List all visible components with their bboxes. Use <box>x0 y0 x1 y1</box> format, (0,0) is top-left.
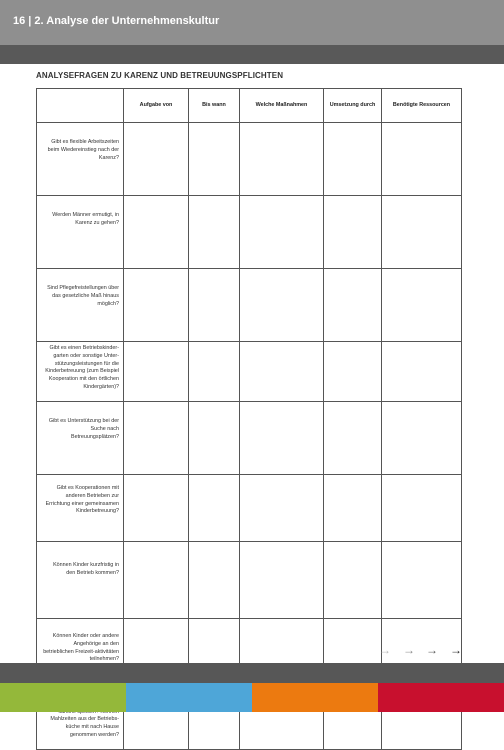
table-row <box>37 269 462 342</box>
answer-cell[interactable] <box>382 402 462 475</box>
answer-cell[interactable] <box>240 542 324 619</box>
answer-cell[interactable] <box>382 342 462 402</box>
answer-cell[interactable] <box>189 542 240 619</box>
column-header-umsetzung: Umsetzung durch <box>324 89 382 123</box>
answer-cell[interactable] <box>382 542 462 619</box>
answer-cell[interactable] <box>324 542 382 619</box>
footer-stripe-green <box>0 683 126 712</box>
table-row <box>37 542 462 619</box>
answer-cell[interactable] <box>240 123 324 196</box>
answer-cell[interactable] <box>189 269 240 342</box>
footer-stripe-blue <box>126 683 252 712</box>
answer-cell[interactable] <box>240 475 324 542</box>
column-header-aufgabe-von: Aufgabe von <box>124 89 189 123</box>
answer-cell[interactable] <box>124 123 189 196</box>
answer-cell[interactable] <box>189 196 240 269</box>
question-cell: Gibt es flexible Arbeitszeiten beim Wiedereinstieg nach der Karenz? <box>37 123 124 196</box>
table-row <box>37 475 462 542</box>
column-header-ressourcen: Benötigte Ressourcen <box>382 89 462 123</box>
column-header-massnahmen: Welche Maßnahmen <box>240 89 324 123</box>
answer-cell[interactable] <box>324 342 382 402</box>
answer-cell[interactable] <box>324 269 382 342</box>
header-bar <box>0 0 504 45</box>
section-title: ANALYSEFRAGEN ZU KARENZ UND BETREUUNGSPFLICHTEN <box>36 71 284 80</box>
arrow-right-icon[interactable]: → <box>379 643 391 657</box>
answer-cell[interactable] <box>240 402 324 475</box>
question-cell: Mahlzeiten aus der Betriebs-küche mit nach Hause genommen werden? <box>37 690 124 750</box>
column-header-question <box>37 89 124 123</box>
answer-cell[interactable] <box>382 123 462 196</box>
answer-cell[interactable] <box>240 269 324 342</box>
footer-color-stripes <box>0 683 504 712</box>
question-cell: Sind Pflegefreistellungen über das gesetzliche Maß hinaus möglich? <box>37 269 124 342</box>
question-cell: Können Kinder kurzfristig in den Betrieb kommen? <box>37 542 124 619</box>
answer-cell[interactable] <box>124 542 189 619</box>
answer-cell[interactable] <box>324 475 382 542</box>
table-header-row <box>37 89 462 123</box>
answer-cell[interactable] <box>189 123 240 196</box>
answer-cell[interactable] <box>324 196 382 269</box>
arrow-right-icon[interactable]: → <box>403 643 415 657</box>
footer-stripe-orange <box>252 683 378 712</box>
header-band <box>0 45 504 64</box>
question-cell: Gibt es Unterstützung bei der Suche nach Betreuungsplätzen? <box>37 402 124 475</box>
answer-cell[interactable] <box>382 196 462 269</box>
table-row <box>37 402 462 475</box>
answer-cell[interactable] <box>124 269 189 342</box>
answer-cell[interactable] <box>124 402 189 475</box>
question-cell: Werden Männer ermutigt, in Karenz zu gehen? <box>37 196 124 269</box>
arrow-right-icon[interactable]: → <box>450 643 462 657</box>
question-cell: Können Kinder oder andere Angehörige an den betrieblichen Freizeit-aktivitäten teilnehmen? <box>37 619 124 690</box>
answer-cell[interactable] <box>124 342 189 402</box>
column-header-bis-wann: Bis wann <box>189 89 240 123</box>
answer-cell[interactable] <box>189 342 240 402</box>
table-row <box>37 342 462 402</box>
answer-cell[interactable] <box>324 123 382 196</box>
answer-cell[interactable] <box>382 269 462 342</box>
table-row <box>37 123 462 196</box>
answer-cell[interactable] <box>124 475 189 542</box>
answer-cell[interactable] <box>189 402 240 475</box>
question-cell: Gibt es einen Betriebskinder-garten oder sonstige Unter-stützungsleistungen für die Kinderbetreuung (zum Beispiel Kooperation mit den örtlichen Kindergärten)? <box>37 342 124 402</box>
page-title: 16 | 2. Analyse der Unternehmenskultur <box>13 15 220 27</box>
answer-cell[interactable] <box>240 342 324 402</box>
analysis-table <box>36 88 462 750</box>
answer-cell[interactable] <box>189 475 240 542</box>
arrow-right-icon[interactable]: → <box>426 643 438 657</box>
footer-stripe-red <box>378 683 504 712</box>
footer-band <box>0 663 504 683</box>
answer-cell[interactable] <box>324 402 382 475</box>
answer-cell[interactable] <box>382 475 462 542</box>
question-cell: Gibt es Kooperationen mit anderen Betrieben zur Errichtung einer gemeinsamen Kinderbetreuung? <box>37 475 124 542</box>
answer-cell[interactable] <box>240 196 324 269</box>
answer-cell[interactable] <box>124 196 189 269</box>
table-row <box>37 196 462 269</box>
